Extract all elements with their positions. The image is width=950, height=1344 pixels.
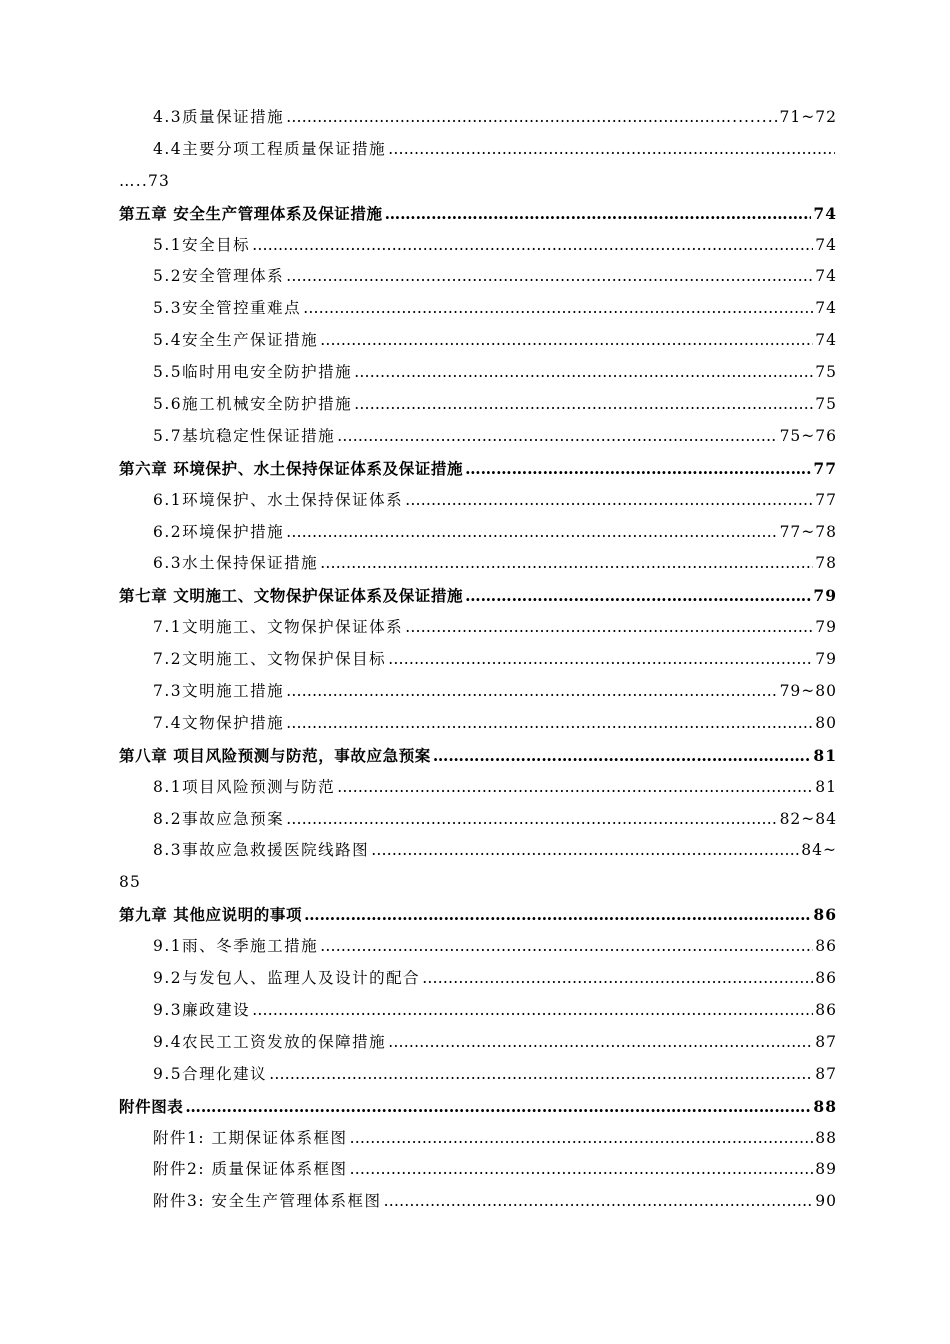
toc-page-number: 81 (813, 745, 837, 765)
toc-leader-dots (337, 421, 777, 453)
toc-entry-title: 附件3: 安全生产管理体系框图 (153, 1192, 382, 1211)
toc-page-number: 86 (815, 937, 837, 956)
toc-leader-dots (433, 740, 812, 772)
toc-page-number: 80 (815, 713, 837, 732)
toc-entry-title: 9.4农民工工资发放的保障措施 (153, 1032, 387, 1051)
toc-page-number: 79 (813, 586, 837, 606)
toc-entry-9-4[interactable] (119, 1027, 837, 1059)
toc-entry-5-1[interactable] (119, 230, 837, 262)
toc-entry-5-4[interactable] (119, 325, 837, 357)
toc-entry-title: 8.2事故应急预案 (153, 809, 285, 828)
table-of-contents (119, 102, 837, 1218)
toc-leader-dots (320, 931, 813, 963)
toc-page-number: 87 (815, 1032, 837, 1051)
toc-chapter-title: 附件图表 (119, 1096, 184, 1116)
toc-entry-9-3[interactable] (119, 995, 837, 1027)
toc-attachment-2[interactable] (119, 1154, 837, 1186)
toc-leader-dots (465, 580, 811, 612)
toc-leader-dots (320, 325, 813, 357)
toc-leader-dots (388, 644, 813, 676)
toc-entry-title: 5.4安全生产保证措施 (153, 331, 319, 350)
toc-leader-dots (286, 676, 777, 708)
toc-entry-title: 9.1雨、冬季施工措施 (153, 937, 319, 956)
toc-entry-title: 附件2: 质量保证体系框图 (153, 1160, 348, 1179)
toc-entry-8-3-continued[interactable] (119, 867, 837, 899)
toc-entry-title: 9.5合理化建议 (153, 1064, 268, 1083)
toc-entry-7-3[interactable] (119, 676, 837, 708)
toc-entry-4-4-continued[interactable] (119, 166, 837, 198)
toc-page-number: 78 (815, 554, 837, 573)
toc-page-number: 75 (815, 395, 837, 414)
toc-leader-dots (252, 230, 813, 262)
toc-entry-title: 5.2安全管理体系 (153, 267, 285, 286)
toc-page-number: …........71~72 (715, 108, 837, 126)
toc-entry-6-2[interactable] (119, 517, 837, 549)
toc-page-number: 86 (815, 1000, 837, 1019)
toc-chapter-title: 第五章 安全生产管理体系及保证措施 (119, 203, 383, 223)
toc-page-number: 79~80 (779, 682, 837, 701)
toc-chapter-title: 第九章 其他应说明的事项 (119, 905, 303, 925)
toc-entry-title: 5.5临时用电安全防护措施 (153, 363, 353, 382)
toc-page-number: 74 (815, 267, 837, 286)
toc-page-number: 77 (815, 490, 837, 509)
toc-entry-9-2[interactable] (119, 963, 837, 995)
toc-page-number: 86 (815, 969, 837, 988)
toc-entry-title: 7.1文明施工、文物保护保证体系 (153, 618, 404, 637)
toc-entry-5-6[interactable] (119, 389, 837, 421)
toc-entry-title: 8.3事故应急救援医院线路图 (153, 841, 370, 860)
toc-chapter-5[interactable] (119, 198, 837, 230)
toc-leader-dots (465, 453, 811, 485)
toc-leader-dots (385, 198, 812, 230)
toc-page-number: 81 (815, 777, 837, 796)
toc-page-number: 84~ (801, 841, 837, 860)
toc-entry-title: 4.4主要分项工程质量保证措施 (153, 139, 387, 158)
toc-page-number: 88 (815, 1128, 837, 1147)
toc-entry-5-3[interactable] (119, 293, 837, 325)
toc-leader-dots (354, 389, 813, 421)
toc-entry-5-2[interactable] (119, 261, 837, 293)
toc-leader-dots (422, 963, 813, 995)
toc-leader-dots (286, 102, 713, 134)
toc-entry-title: 5.6施工机械安全防护措施 (153, 395, 353, 414)
toc-page-number: 79 (815, 618, 837, 637)
toc-entry-title: 5.1安全目标 (153, 235, 251, 254)
toc-leader-dots (384, 1186, 814, 1218)
toc-entry-title: 4.3质量保证措施 (153, 108, 285, 126)
toc-leader-dots (269, 1059, 813, 1091)
toc-entry-title: 9.2与发包人、监理人及设计的配合 (153, 969, 421, 988)
toc-attachment-3[interactable] (119, 1186, 837, 1218)
toc-chapter-8[interactable] (119, 740, 837, 772)
toc-entry-7-1[interactable] (119, 612, 837, 644)
toc-leader-dots (286, 261, 813, 293)
toc-entry-9-1[interactable] (119, 931, 837, 963)
toc-entry-title: 6.1环境保护、水土保持保证体系 (153, 490, 404, 509)
toc-page-number: 74 (815, 331, 837, 350)
toc-entry-6-1[interactable] (119, 485, 837, 517)
toc-chapter-9[interactable] (119, 899, 837, 931)
toc-entry-8-2[interactable] (119, 804, 837, 836)
toc-page-number: 75~76 (779, 426, 837, 445)
toc-page-number: 88 (813, 1096, 837, 1116)
toc-entry-title: 8.1项目风险预测与防范 (153, 777, 336, 796)
toc-entry-6-3[interactable] (119, 548, 837, 580)
toc-chapter-title: 第六章 环境保护、水土保持保证体系及保证措施 (119, 458, 464, 478)
toc-entry-7-2[interactable] (119, 644, 837, 676)
toc-entry-4-4[interactable] (119, 134, 837, 166)
toc-leader-dots (303, 293, 813, 325)
toc-leader-dots (388, 1027, 813, 1059)
toc-entry-title: 5.3安全管控重难点 (153, 299, 302, 318)
toc-attachment-1[interactable] (119, 1123, 837, 1155)
toc-leader-dots (350, 1123, 814, 1155)
toc-entry-title: 6.2环境保护措施 (153, 522, 285, 541)
toc-page-number: 82~84 (779, 809, 837, 828)
toc-page-number: 77 (813, 458, 837, 478)
toc-chapter-title: 第八章 项目风险预测与防范，事故应急预案 (119, 745, 431, 765)
toc-entry-title: 5.7基坑稳定性保证措施 (153, 426, 336, 445)
toc-chapter-7[interactable] (119, 580, 837, 612)
toc-page-number: 79 (815, 650, 837, 669)
toc-entry-4-3[interactable] (119, 102, 837, 134)
toc-leader-dots (286, 517, 777, 549)
toc-entry-5-7[interactable] (119, 421, 837, 453)
toc-page-number: 74 (815, 299, 837, 318)
toc-page-number: 86 (813, 905, 837, 925)
toc-page-number: 85 (119, 873, 142, 892)
toc-leader-dots (388, 134, 835, 166)
toc-page-number: 87 (815, 1064, 837, 1083)
toc-leader-dots (354, 357, 813, 389)
toc-leader-dots (252, 995, 813, 1027)
toc-entry-9-5[interactable] (119, 1059, 837, 1091)
toc-entry-title: 9.3廉政建设 (153, 1000, 251, 1019)
toc-page-number: 74 (813, 203, 837, 223)
toc-entry-8-1[interactable] (119, 772, 837, 804)
toc-entry-title: 附件1: 工期保证体系框图 (153, 1128, 348, 1147)
toc-entry-title: 6.3水土保持保证措施 (153, 554, 319, 573)
toc-page-number: 74 (815, 235, 837, 254)
toc-entry-8-3[interactable] (119, 835, 837, 867)
toc-leader-dots (337, 772, 813, 804)
toc-leader-dots (350, 1154, 814, 1186)
toc-page-number: 75 (815, 363, 837, 382)
toc-leader-dots (405, 485, 813, 517)
toc-leader-dots (405, 612, 813, 644)
toc-leader-dots (304, 899, 811, 931)
toc-page-number: 77~78 (779, 522, 837, 541)
toc-page-number: 89 (815, 1160, 837, 1179)
toc-leader-dots (185, 1091, 811, 1123)
toc-leader-dots (320, 548, 813, 580)
toc-entry-title: 7.2文明施工、文物保护保目标 (153, 650, 387, 669)
toc-entry-5-5[interactable] (119, 357, 837, 389)
toc-page-number: …..73 (119, 171, 171, 190)
toc-attachments[interactable] (119, 1091, 837, 1123)
toc-entry-7-4[interactable] (119, 708, 837, 740)
toc-leader-dots (286, 708, 813, 740)
toc-page-number: 90 (815, 1192, 837, 1211)
toc-leader-dots (371, 835, 799, 867)
toc-chapter-6[interactable] (119, 453, 837, 485)
toc-entry-title: 7.4文物保护措施 (153, 713, 285, 732)
toc-chapter-title: 第七章 文明施工、文物保护保证体系及保证措施 (119, 586, 464, 606)
toc-entry-title: 7.3文明施工措施 (153, 682, 285, 701)
toc-leader-dots (286, 804, 777, 836)
